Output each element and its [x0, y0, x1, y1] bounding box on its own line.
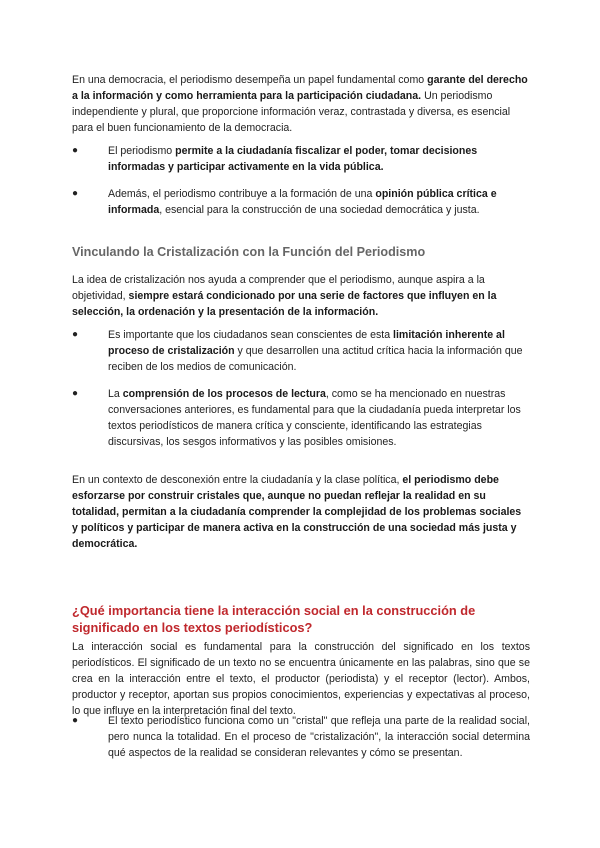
bullet-icon: ● — [72, 388, 79, 399]
para2-text: La idea de cristalización nos ayuda a comprender que el periodismo, aunque aspira a la objetividad, — [72, 274, 485, 302]
list-item-text: La — [108, 388, 123, 400]
intro-text-1: En una democracia, el periodismo desempeña un papel fundamental como — [72, 74, 428, 86]
list-item-text: Además, el periodismo contribuye a la formación de una — [108, 188, 376, 200]
para2-bold: siempre estará condicionado por una serie de factores que influyen en la selección, la ordenación y la presentación de la información. — [72, 290, 497, 318]
list-item-text: El periodismo — [108, 145, 176, 157]
bullet-icon: ● — [72, 145, 79, 156]
list-item — [72, 143, 530, 175]
question-heading: ¿Qué importancia tiene la interacción social en la construcción de significado en los textos periodísticos? — [72, 603, 476, 635]
section-heading: Vinculando la Cristalización con la Función del Periodismo — [72, 245, 426, 259]
list-item — [72, 327, 530, 375]
list-item — [72, 186, 530, 218]
intro-bold: garante del derecho a la información y como herramienta para la participación ciudadana. — [72, 74, 528, 102]
bullet-icon: ● — [72, 188, 79, 199]
list-item-bold: comprensión de los procesos de lectura — [122, 388, 326, 400]
list-item-text: El texto periodístico funciona como un "cristal" que refleja una parte de la realidad social, pero nunca la totalidad. En el proceso de "cristalización", la interacción social determina qué aspectos de la realidad se consideran relevantes y cómo se presentan. — [108, 715, 530, 759]
desconexion-paragraph — [72, 472, 530, 552]
intro-text-2: Un periodismo independiente y plural, que proporcione información veraz, contrastada y diversa, es esencial para el buen funcionamiento de la democracia. — [72, 90, 511, 134]
list-item-text: Es importante que los ciudadanos sean conscientes de esta — [108, 329, 394, 341]
bullet-icon: ● — [72, 715, 79, 726]
intro-paragraph — [72, 72, 530, 136]
para3-text: En un contexto de desconexión entre la ciudadanía y la clase política, — [72, 474, 403, 486]
bullet-icon: ● — [72, 329, 79, 340]
list-item — [72, 713, 530, 761]
para3-bold: el periodismo debe esforzarse por construir cristales que, aunque no puedan reflejar la realidad en su totalidad, permitan a la ciudadanía comprender la complejidad de los problemas sociales y políticos y participar de manera activa en la construcción de una sociedad más justa y democrática. — [72, 474, 522, 550]
cristalizacion-paragraph — [72, 272, 530, 320]
list-item-bold: limitación inherente al proceso de cristalización — [108, 329, 505, 357]
interaccion-paragraph: La interacción social es fundamental para la construcción del significado en los textos periodísticos. El significado de un texto no se encuentra únicamente en las palabras, sino que se crea en la interacción entre el texto, el productor (periodista) y el receptor (lector). Ambos, productor y receptor, aportan sus propios conocimientos, experiencias y expectativas al proceso, lo que influye en la interpretación final del texto. — [72, 641, 530, 717]
list-item-bold: permite a la ciudadanía fiscalizar el poder, tomar decisiones informadas y participar activamente en la vida pública. — [108, 145, 478, 173]
list-item-text: , esencial para la construcción de una sociedad democrática y justa. — [159, 204, 480, 216]
list-item — [72, 386, 530, 450]
list-item-bold: opinión pública crítica e informada — [108, 188, 497, 216]
list-item-text: y que desarrollen una actitud crítica hacia la información que reciben de los medios de comunicación. — [108, 345, 523, 373]
list-item-text: , como se ha mencionado en nuestras conversaciones anteriores, es fundamental para que la ciudadanía pueda interpretar los textos periodísticos de manera crítica y consciente, identificando las estrategias discursivas, los sesgos informativos y las posibles omisiones. — [108, 388, 521, 448]
